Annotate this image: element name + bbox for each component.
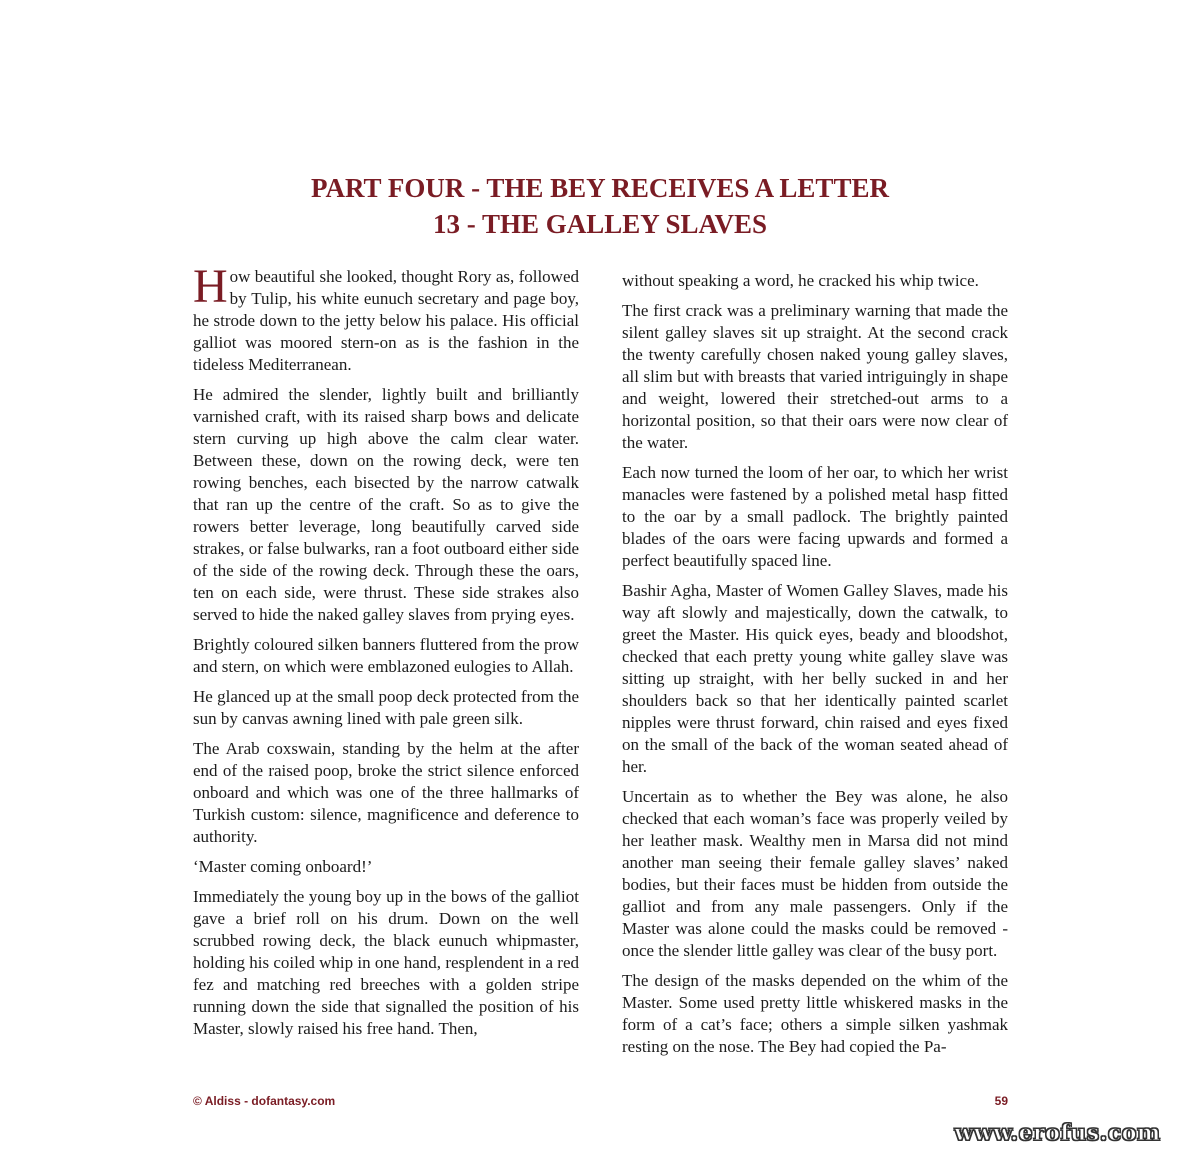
page-number: 59 xyxy=(994,1094,1008,1108)
paragraph: without speaking a word, he cracked his whip twice. xyxy=(622,271,979,290)
right-column xyxy=(622,270,1008,1066)
paragraph: He admired the slender, lightly built and brilliantly varnished craft, with its raised sharp bows and delicate stern curving up high above the calm clear water. Between these, down on the rowing deck, were ten rowing benches, each bisected by the narrow catwalk that ran up the centre of the craft. So as to give the rowers better leverage, long beautifully carved side strakes, or false bulwarks, ran a foot outboard either side of the side of the rowing deck. Through these the oars, ten on each side, were thrust. These side strakes also served to hide the naked galley slaves from prying eyes. xyxy=(193,385,579,624)
paragraph: Each now turned the loom of her oar, to which her wrist manacles were fastened by a polished metal hasp fitted to the oar by a small padlock. The brightly painted blades of the oars were facing upwards and formed a perfect beautifully spaced line. xyxy=(622,463,1008,570)
paragraph: Bashir Agha, Master of Women Galley Slaves, made his way aft slowly and majestically, down the catwalk, to greet the Master. His quick eyes, beady and bloodshot, checked that each pretty young white galley slave was sitting up straight, with her belly sucked in and her shoulders back so that her identically painted scarlet nipples were thrust forward, chin raised and eyes fixed on the small of the back of the woman seated ahead of her. xyxy=(622,581,1008,776)
paragraph xyxy=(193,260,579,376)
part-title: PART FOUR - THE BEY RECEIVES A LETTER xyxy=(311,173,889,203)
paragraph-text: ow beautiful she looked, thought Rory as, followed by Tulip, his white eunuch secretary and page boy, he strode down to the jetty below his palace. His official galliot was moored stern-on as is the fashion in the tideless Mediterranean. xyxy=(193,267,579,374)
left-column xyxy=(193,260,579,1048)
chapter-title: 13 - THE GALLEY SLAVES xyxy=(432,209,768,239)
page-title xyxy=(0,170,1200,242)
paragraph: Immediately the young boy up in the bows of the galliot gave a brief roll on his drum. Down on the well scrubbed rowing deck, the black eunuch whipmaster, holding his coiled whip in one hand, resplendent in a red fez and matching red breeches with a golden stripe running down the side that signalled the position of his Master, slowly raised his free hand. Then, xyxy=(193,887,579,1038)
paragraph: The Arab coxswain, standing by the helm at the after end of the raised poop, broke the strict silence enforced onboard and which was one of the three hallmarks of Turkish custom: silence, magnificence and deference to authority. xyxy=(193,739,579,846)
paragraph: ‘Master coming onboard!’ xyxy=(193,857,373,876)
paragraph: Uncertain as to whether the Bey was alone, he also checked that each woman’s face was properly veiled by her leather mask. Wealthy men in Marsa did not mind another man seeing their female galley slaves’ naked bodies, but their faces must be hidden from outside the galliot and from any male passengers. Only if the Master was alone could the masks could be removed - once the slender little galley was clear of the busy port. xyxy=(622,787,1008,960)
paragraph: The design of the masks depended on the whim of the Master. Some used pretty little whiskered masks in the form of a cat’s face; others a simple silken yashmak resting on the nose. The Bey had copied the Pa- xyxy=(622,971,1008,1056)
paragraph: He glanced up at the small poop deck protected from the sun by canvas awning lined with pale green silk. xyxy=(193,687,579,728)
drop-cap: H xyxy=(193,260,228,313)
paragraph: The first crack was a preliminary warning that made the silent galley slaves sit up straight. At the second crack the twenty carefully chosen naked young galley slaves, all slim but with breasts that varied intriguingly in shape and weight, lowered their stretched-out arms to a horizontal position, so that their oars were now clear of the water. xyxy=(622,301,1008,452)
watermark: www.erofus.com xyxy=(954,1120,1161,1146)
copyright-footer: © Aldiss - dofantasy.com xyxy=(193,1094,336,1108)
paragraph: Brightly coloured silken banners fluttered from the prow and stern, on which were emblazoned eulogies to Allah. xyxy=(193,635,579,676)
